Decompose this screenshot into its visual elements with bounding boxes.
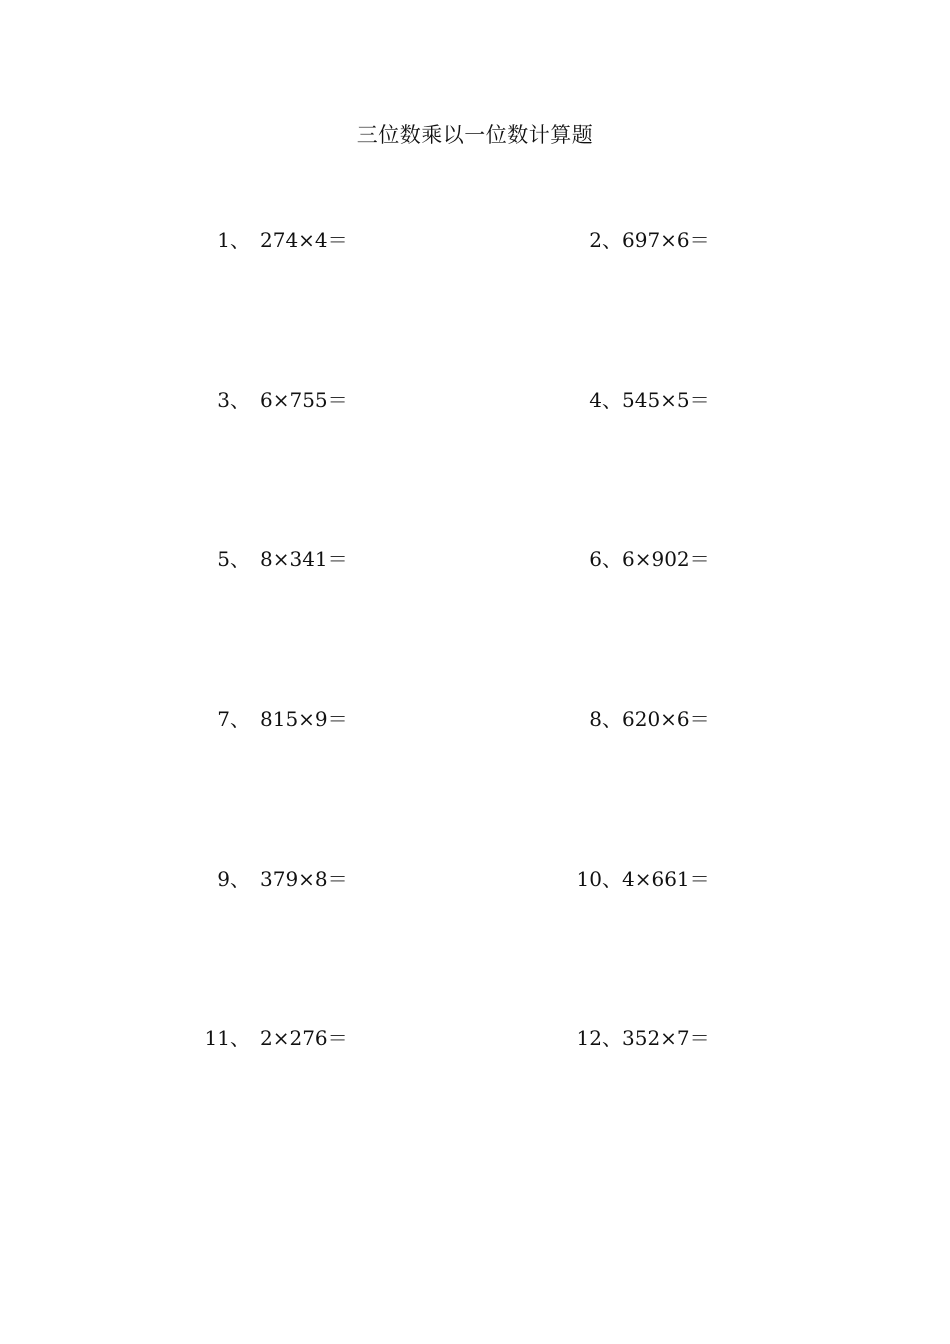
problem-number: 9、 <box>217 867 250 891</box>
problem-expression: 352×7＝ <box>622 1026 710 1050</box>
problem-number: 5、 <box>217 547 250 571</box>
problem-item <box>200 864 348 894</box>
problem-number: 8、 <box>589 707 622 731</box>
problem-item <box>570 385 710 415</box>
problem-expression: 2×276＝ <box>260 1026 348 1050</box>
problem-number: 3、 <box>217 388 250 412</box>
problem-number: 7、 <box>217 707 250 731</box>
problem-number: 11、 <box>204 1026 250 1050</box>
problem-expression: 6×902＝ <box>622 547 710 571</box>
problem-item <box>570 1023 710 1053</box>
problem-item <box>570 864 710 894</box>
problem-item <box>200 704 348 734</box>
problem-item <box>200 225 348 255</box>
problem-item <box>200 385 348 415</box>
problem-expression: 274×4＝ <box>260 228 348 252</box>
problem-number: 6、 <box>589 547 622 571</box>
problem-expression: 815×9＝ <box>260 707 348 731</box>
problem-number: 10、 <box>576 867 622 891</box>
problem-number: 4、 <box>589 388 622 412</box>
problem-number: 12、 <box>576 1026 622 1050</box>
problem-item <box>570 704 710 734</box>
page-title: 三位数乘以一位数计算题 <box>356 123 594 147</box>
problem-number: 2、 <box>589 228 622 252</box>
problem-expression: 620×6＝ <box>622 707 710 731</box>
problem-item <box>570 544 710 574</box>
problem-item <box>200 1023 348 1053</box>
problem-number: 1、 <box>217 228 250 252</box>
problem-expression: 8×341＝ <box>260 547 348 571</box>
problem-expression: 6×755＝ <box>260 388 348 412</box>
problem-expression: 379×8＝ <box>260 867 348 891</box>
problem-expression: 545×5＝ <box>622 388 710 412</box>
problem-expression: 697×6＝ <box>622 228 710 252</box>
problem-item <box>200 544 348 574</box>
problem-expression: 4×661＝ <box>622 867 710 891</box>
problem-item <box>570 225 710 255</box>
